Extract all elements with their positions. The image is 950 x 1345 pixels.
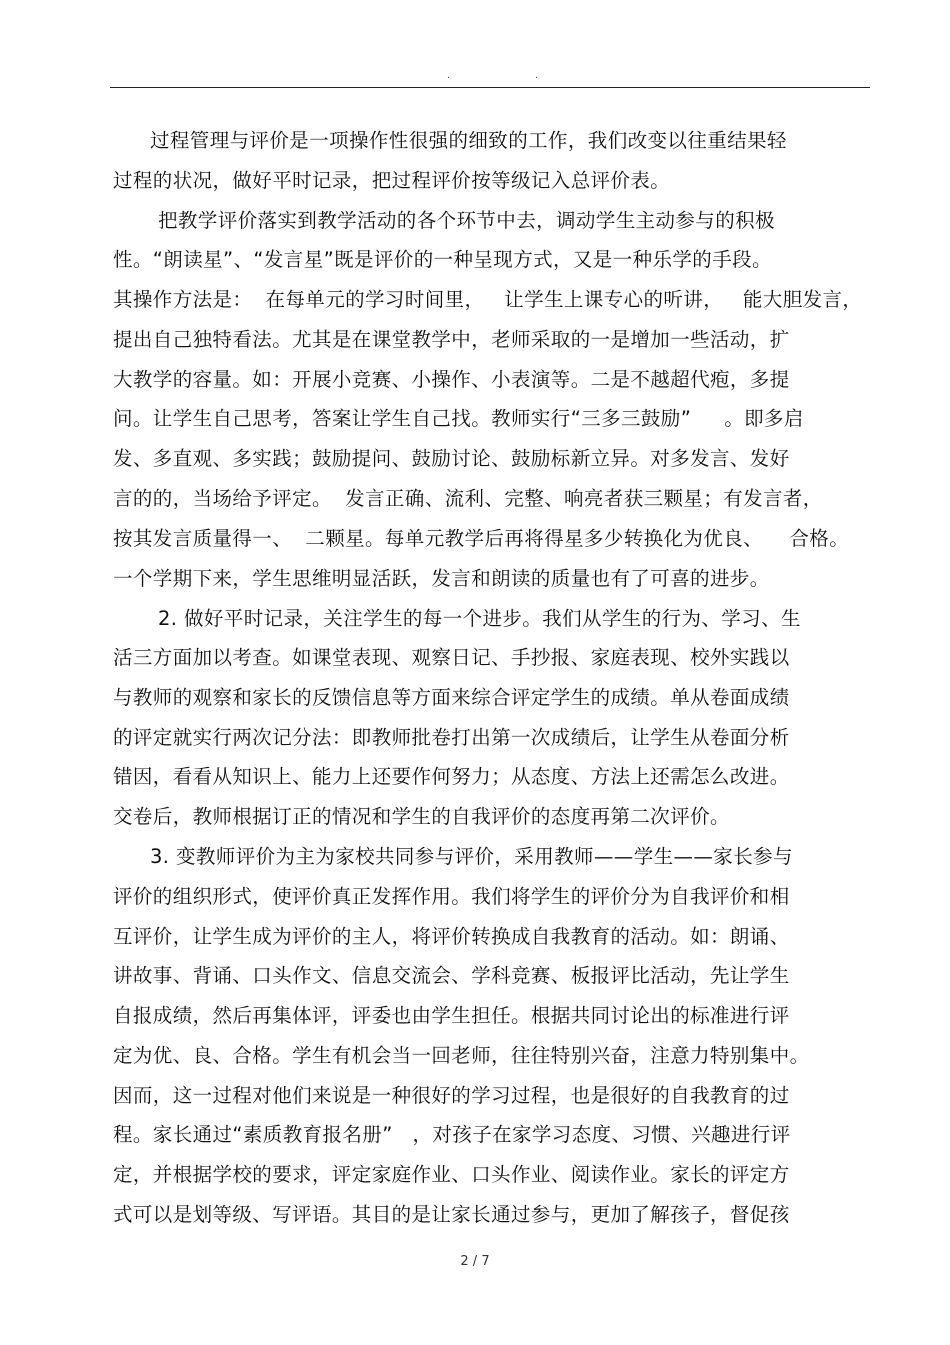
text-line: 因而，这一过程对他们来说是一种很好的学习过程，也是很好的自我教育的过 (113, 1084, 790, 1107)
text-line: 性。“朗读星”、“发言星”既是评价的一种呈现方式，又是一种乐学的手段。 (113, 248, 772, 271)
text-line: 式可以是划等级、写评语。其目的是让家长通过参与，更加了解孩子，督促孩 (113, 1203, 790, 1226)
text-line: 的评定就实行两次记分法：即教师批卷打出第一次成绩后，让学生从卷面分析 (113, 726, 790, 749)
page-header (0, 70, 950, 84)
text-line: 提出自己独特看法。尤其是在课堂教学中，老师采取的一是增加一些活动，扩 (113, 328, 790, 351)
text-line: 定为优、良、合格。学生有机会当一回老师，往往特别兴奋，注意力特别集中。 (113, 1044, 810, 1067)
text-line: 过程管理与评价是一项操作性很强的细致的工作，我们改变以往重结果轻 (150, 129, 787, 152)
text-line: 发、多直观、多实践；鼓励提问、鼓励讨论、鼓励标新立异。对多发言、发好 (113, 447, 790, 470)
header-dot-left: . (447, 70, 451, 81)
text-line: 问。让学生自己思考，答案让学生自己找。教师实行“三多三鼓励” 。即多启 (113, 407, 804, 430)
text-line: 程。家长通过“素质教育报名册” ，对孩子在家学习态度、习惯、兴趣进行评 (113, 1123, 791, 1146)
header-rule (110, 87, 870, 88)
text-line: 2. 做好平时记录，关注学生的每一个进步。我们从学生的行为、学习、生 (158, 607, 801, 630)
text-line: 3. 变教师评价为主为家校共同参与评价，采用教师——学生——家长参与 (150, 845, 793, 868)
text-line: 言的的，当场给予评定。 发言正确、流利、完整、响亮者获三颗星；有发言者， (113, 487, 823, 510)
text-line: 自报成绩，然后再集体评，评委也由学生担任。根据共同讨论出的标准进行评 (113, 1004, 790, 1027)
header-dot-right: . (535, 70, 539, 81)
text-line: 按其发言质量得一、 二颗星。每单元教学后再将得星多少转换化为优良、 合格。 (113, 527, 850, 550)
text-line: 与教师的观察和家长的反馈信息等方面来综合评定学生的成绩。单从卷面成绩 (113, 686, 790, 709)
text-line: 定，并根据学校的要求，评定家庭作业、口头作业、阅读作业。家长的评定方 (113, 1163, 790, 1186)
text-line: 评价的组织形式，使评价真正发挥作用。我们将学生的评价分为自我评价和相 (113, 885, 790, 908)
page-number: 2 / 7 (460, 1254, 490, 1269)
text-line: 把教学评价落实到教学活动的各个环节中去，调动学生主动参与的积极 (158, 209, 775, 232)
text-line: 活三方面加以考查。如课堂表现、观察日记、手抄报、家庭表现、校外实践以 (113, 646, 790, 669)
text-line: 大教学的容量。如：开展小竞赛、小操作、小表演等。二是不越超代疱，多提 (113, 368, 790, 391)
text-line: 一个学期下来，学生思维明显活跃，发言和朗读的质量也有了可喜的进步。 (113, 567, 770, 590)
text-line: 错因，看看从知识上、能力上还要作何努力；从态度、方法上还需怎么改进。 (113, 765, 790, 788)
text-line: 讲故事、背诵、口头作文、信息交流会、学科竞赛、板报评比活动，先让学生 (113, 964, 790, 987)
text-line: 互评价，让学生成为评价的主人，将评价转换成自我教育的活动。如：朗诵、 (113, 925, 790, 948)
text-line: 交卷后，教师根据订正的情况和学生的自我评价的态度再第二次评价。 (113, 805, 730, 828)
text-line: 其操作方法是： 在每单元的学习时间里， 让学生上课专心的听讲， 能大胆发言， (113, 288, 863, 311)
text-line: 过程的状况，做好平时记录，把过程评价按等级记入总评价表。 (113, 169, 671, 192)
